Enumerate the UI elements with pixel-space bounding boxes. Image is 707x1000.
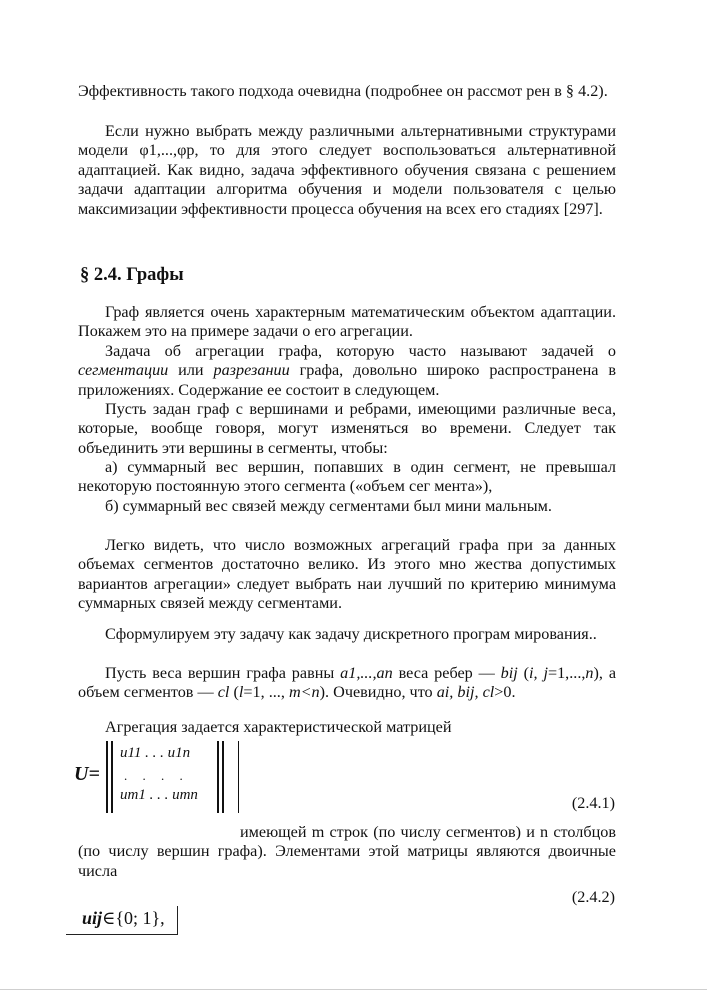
paragraph-condition-b: б) суммарный вес связей между сегментами был мини мальным. xyxy=(105,497,552,515)
matrix-row-dots: . . . . xyxy=(124,768,189,783)
paragraph-weights: Пусть веса вершин графа равны a1,...,an веса ребер — bij (i, j=1,...,n), а объем сегментов — cl (l=1, ..., m<n). Очевидно, что ai, bij, cl>0. xyxy=(78,664,617,702)
paragraph-continuation: Эффективность такого подхода очевидна (подробнее он рассмот рен в § 4.2). xyxy=(78,82,608,100)
formula-underline xyxy=(66,934,178,935)
paragraph-easy-to-see: Легко видеть, что число возможных агрегаций графа при за данных объемах сегментов достаточно велико. Из этого мно жества допустимых вариантов агрегации» следует выбрать наи лучший по критерию минимума суммарных связей между сегментами. xyxy=(78,536,616,613)
section-heading: § 2.4. Графы xyxy=(80,265,184,285)
characteristic-matrix xyxy=(74,741,244,813)
matrix-right-bar-outer xyxy=(222,741,224,813)
formula-rhs: ∈{0; 1}, xyxy=(102,908,165,928)
matrix-frame-edge xyxy=(238,741,239,813)
page-bottom-edge xyxy=(0,989,707,990)
binary-formula xyxy=(82,908,165,929)
matrix-label: U= xyxy=(74,763,100,785)
matrix-right-bar-inner xyxy=(217,741,219,813)
paragraph-condition-a: а) суммарный вес вершин, попавших в один сегмент, не превышал некоторую постоянную этого сегмента («объем сег мента»), xyxy=(78,458,616,496)
matrix-row-last: um1 . . . umn xyxy=(120,787,198,803)
matrix-row-first: u11 . . . u1n xyxy=(120,745,191,761)
formula-frame-edge xyxy=(177,906,178,934)
paragraph-alternative-adaptation: Если нужно выбрать между различными альтернативными структурами модели φ1,...,φp, то для этого следует воспользоваться альтернативной адаптацией. Как видно, задача эффективного обучения связана с решением задачи адаптации алгоритма обучения и модели пользователя с целью максимизации эффективности процесса обучения на всех его стадиях [297]. xyxy=(78,122,616,218)
paragraph-graph-intro: Граф является очень характерным математическим объектом адаптации. Покажем это на примере задачи о его агрегации. xyxy=(78,303,616,341)
paragraph-aggregation-task: Задача об агрегации графа, которую часто называют задачей о сегментации или разрезании графа, довольно широко распространена в приложениях. Содержание ее состоит в следующем. xyxy=(78,342,617,399)
paragraph-graph-definition: Пусть задан граф с вершинами и ребрами, имеющими различные веса, которые, вообще говоря, могут изменяться во времени. Следует так объединить эти вершины в сегменты, чтобы: xyxy=(78,400,616,457)
equation-number-1: (2.4.1) xyxy=(571,794,615,812)
equation-number-2: (2.4.2) xyxy=(571,888,615,906)
matrix-left-bar-outer xyxy=(106,741,108,813)
paragraph-matrix-description: имеющей m строк (по числу сегментов) и n столбцов (по числу вершин графа). Элементами этой матрицы являются двоичные числа xyxy=(78,823,616,880)
paragraph-formulate: Сформулируем эту задачу как задачу дискретного програм мирования.. xyxy=(105,625,597,643)
paragraph-characteristic-matrix: Агрегация задается характеристической матрицей xyxy=(105,718,452,736)
matrix-left-bar-inner xyxy=(111,741,113,813)
formula-lhs: uij xyxy=(82,908,103,928)
